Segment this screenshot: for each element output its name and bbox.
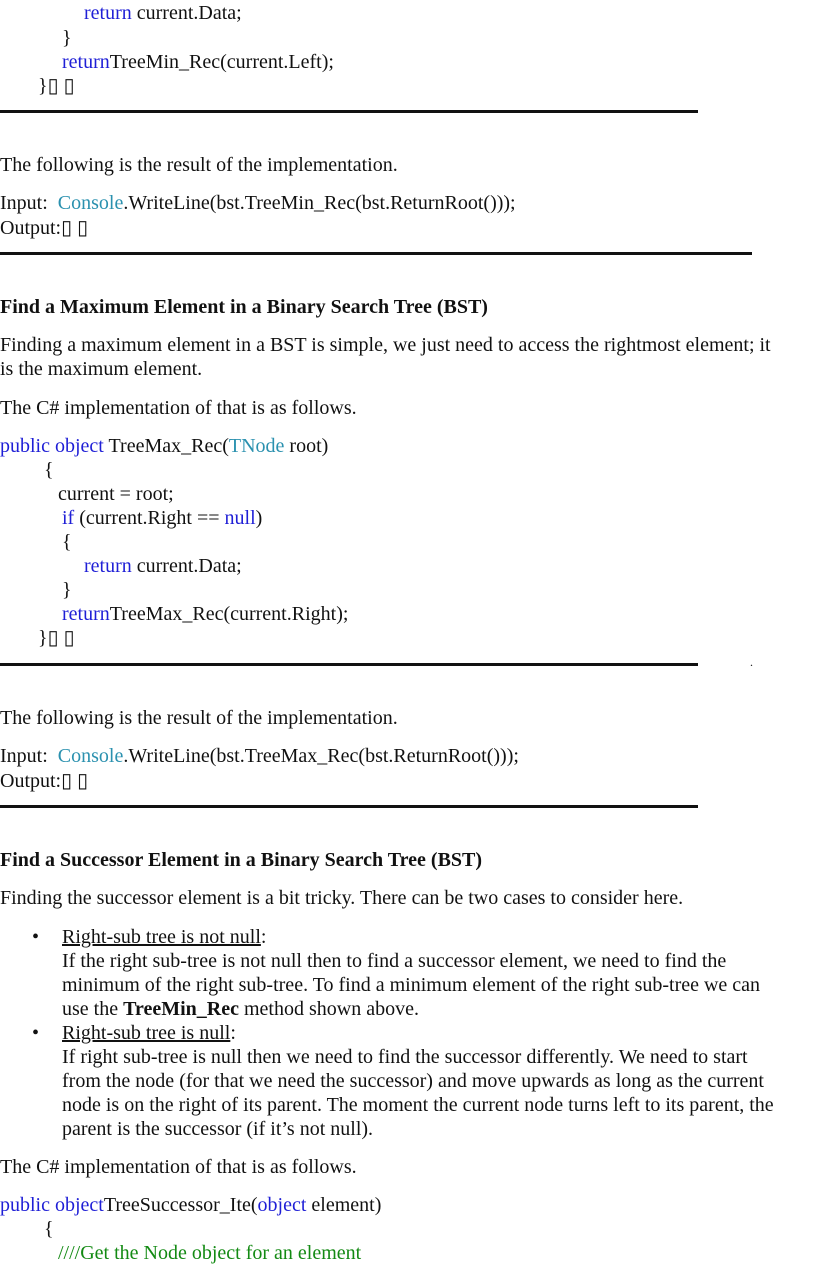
keyword: return (62, 603, 110, 625)
code-text: .WriteLine(bst.TreeMin_Rec(bst.ReturnRoot())); (123, 192, 516, 214)
keyword: null (224, 507, 256, 529)
code-line (84, 1, 242, 25)
keyword: object (50, 1194, 104, 1216)
text: use the (62, 998, 124, 1020)
keyword: object (257, 1194, 307, 1216)
output-line: Output:▯ ▯ (0, 217, 89, 239)
colon: : (260, 926, 267, 948)
divider (0, 805, 698, 808)
paragraph: is the maximum element. (0, 358, 203, 380)
type-name: TNode (228, 435, 285, 457)
bullet-title (62, 925, 266, 949)
paragraph: Finding the successor element is a bit tricky. There can be two cases to consider here. (0, 887, 684, 909)
keyword: public (0, 435, 50, 457)
paragraph: The following is the result of the implementation. (0, 707, 398, 729)
bullet-title (62, 1021, 236, 1045)
section-heading: Find a Successor Element in a Binary Search Tree (BST) (0, 849, 483, 871)
section-heading: Find a Maximum Element in a Binary Search Tree (BST) (0, 296, 488, 318)
code-line (0, 1193, 381, 1217)
keyword: public (0, 1194, 50, 1216)
code-text: TreeMax_Rec( (103, 435, 229, 457)
bullet-text (62, 997, 419, 1021)
stray-dot: . (750, 655, 753, 669)
code-line: }▯ ▯ (38, 75, 75, 97)
keyword: return (84, 555, 132, 577)
colon: : (230, 1022, 236, 1044)
bullet-text: minimum of the right sub-tree. To find a minimum element of the right sub-tree we can (62, 974, 761, 996)
bullet-title-text: Right-sub tree is null (62, 1022, 231, 1044)
type-name: Console (57, 745, 124, 767)
method-name: TreeMin_Rec (123, 998, 239, 1020)
code-text: root) (284, 435, 329, 457)
code-text: (current.Right == (74, 507, 225, 529)
code-text: TreeMin_Rec(current.Left); (109, 51, 334, 73)
code-line (84, 554, 242, 578)
code-line: { (44, 1218, 54, 1240)
divider (0, 110, 698, 113)
code-line: { (44, 459, 54, 481)
bullet-text: parent is the successor (if it’s not null). (62, 1118, 374, 1140)
code-line: current = root; (58, 483, 174, 505)
keyword: object (50, 435, 104, 457)
input-label: Input: (0, 192, 58, 214)
keyword: return (62, 51, 110, 73)
paragraph: Finding a maximum element in a BST is simple, we just need to access the rightmost element; it (0, 334, 771, 356)
divider (0, 252, 752, 255)
code-line (62, 50, 334, 74)
code-text: current.Data; (131, 555, 242, 577)
input-label: Input: (0, 745, 58, 767)
code-line: } (62, 27, 72, 49)
code-text: TreeMax_Rec(current.Right); (109, 603, 349, 625)
code-text: element) (306, 1194, 382, 1216)
keyword: return (84, 2, 132, 24)
code-text: ) (255, 507, 263, 529)
input-line (0, 191, 516, 215)
bullet-title-text: Right-sub tree is not null (62, 926, 261, 948)
code-line: { (62, 531, 72, 553)
code-text: .WriteLine(bst.TreeMax_Rec(bst.ReturnRoot())); (123, 745, 519, 767)
text: method shown above. (238, 998, 419, 1020)
paragraph: The C# implementation of that is as follows. (0, 1156, 357, 1178)
bullet-text: node is on the right of its parent. The moment the current node turns left to its parent, the (62, 1094, 774, 1116)
code-line: } (62, 579, 72, 601)
type-name: Console (57, 192, 124, 214)
keyword: if (62, 507, 75, 529)
code-line (62, 602, 348, 626)
code-line (62, 506, 262, 530)
code-comment: ////Get the Node object for an element (58, 1242, 362, 1264)
code-text: current.Data; (131, 2, 242, 24)
code-line: }▯ ▯ (38, 627, 75, 649)
bullet-text: If right sub-tree is null then we need to find the successor differently. We need to start (62, 1046, 748, 1068)
bullet-icon: • (32, 1022, 40, 1044)
bullet-text: from the node (for that we need the successor) and move upwards as long as the current (62, 1070, 764, 1092)
paragraph: The following is the result of the implementation. (0, 154, 398, 176)
bullet-text: If the right sub-tree is not null then to find a successor element, we need to find the (62, 950, 727, 972)
code-line (0, 434, 328, 458)
bullet-icon: • (32, 926, 40, 948)
input-line (0, 744, 519, 768)
paragraph: The C# implementation of that is as follows. (0, 397, 357, 419)
divider (0, 663, 698, 666)
code-text: TreeSuccessor_Ite( (103, 1194, 258, 1216)
output-line: Output:▯ ▯ (0, 770, 89, 792)
